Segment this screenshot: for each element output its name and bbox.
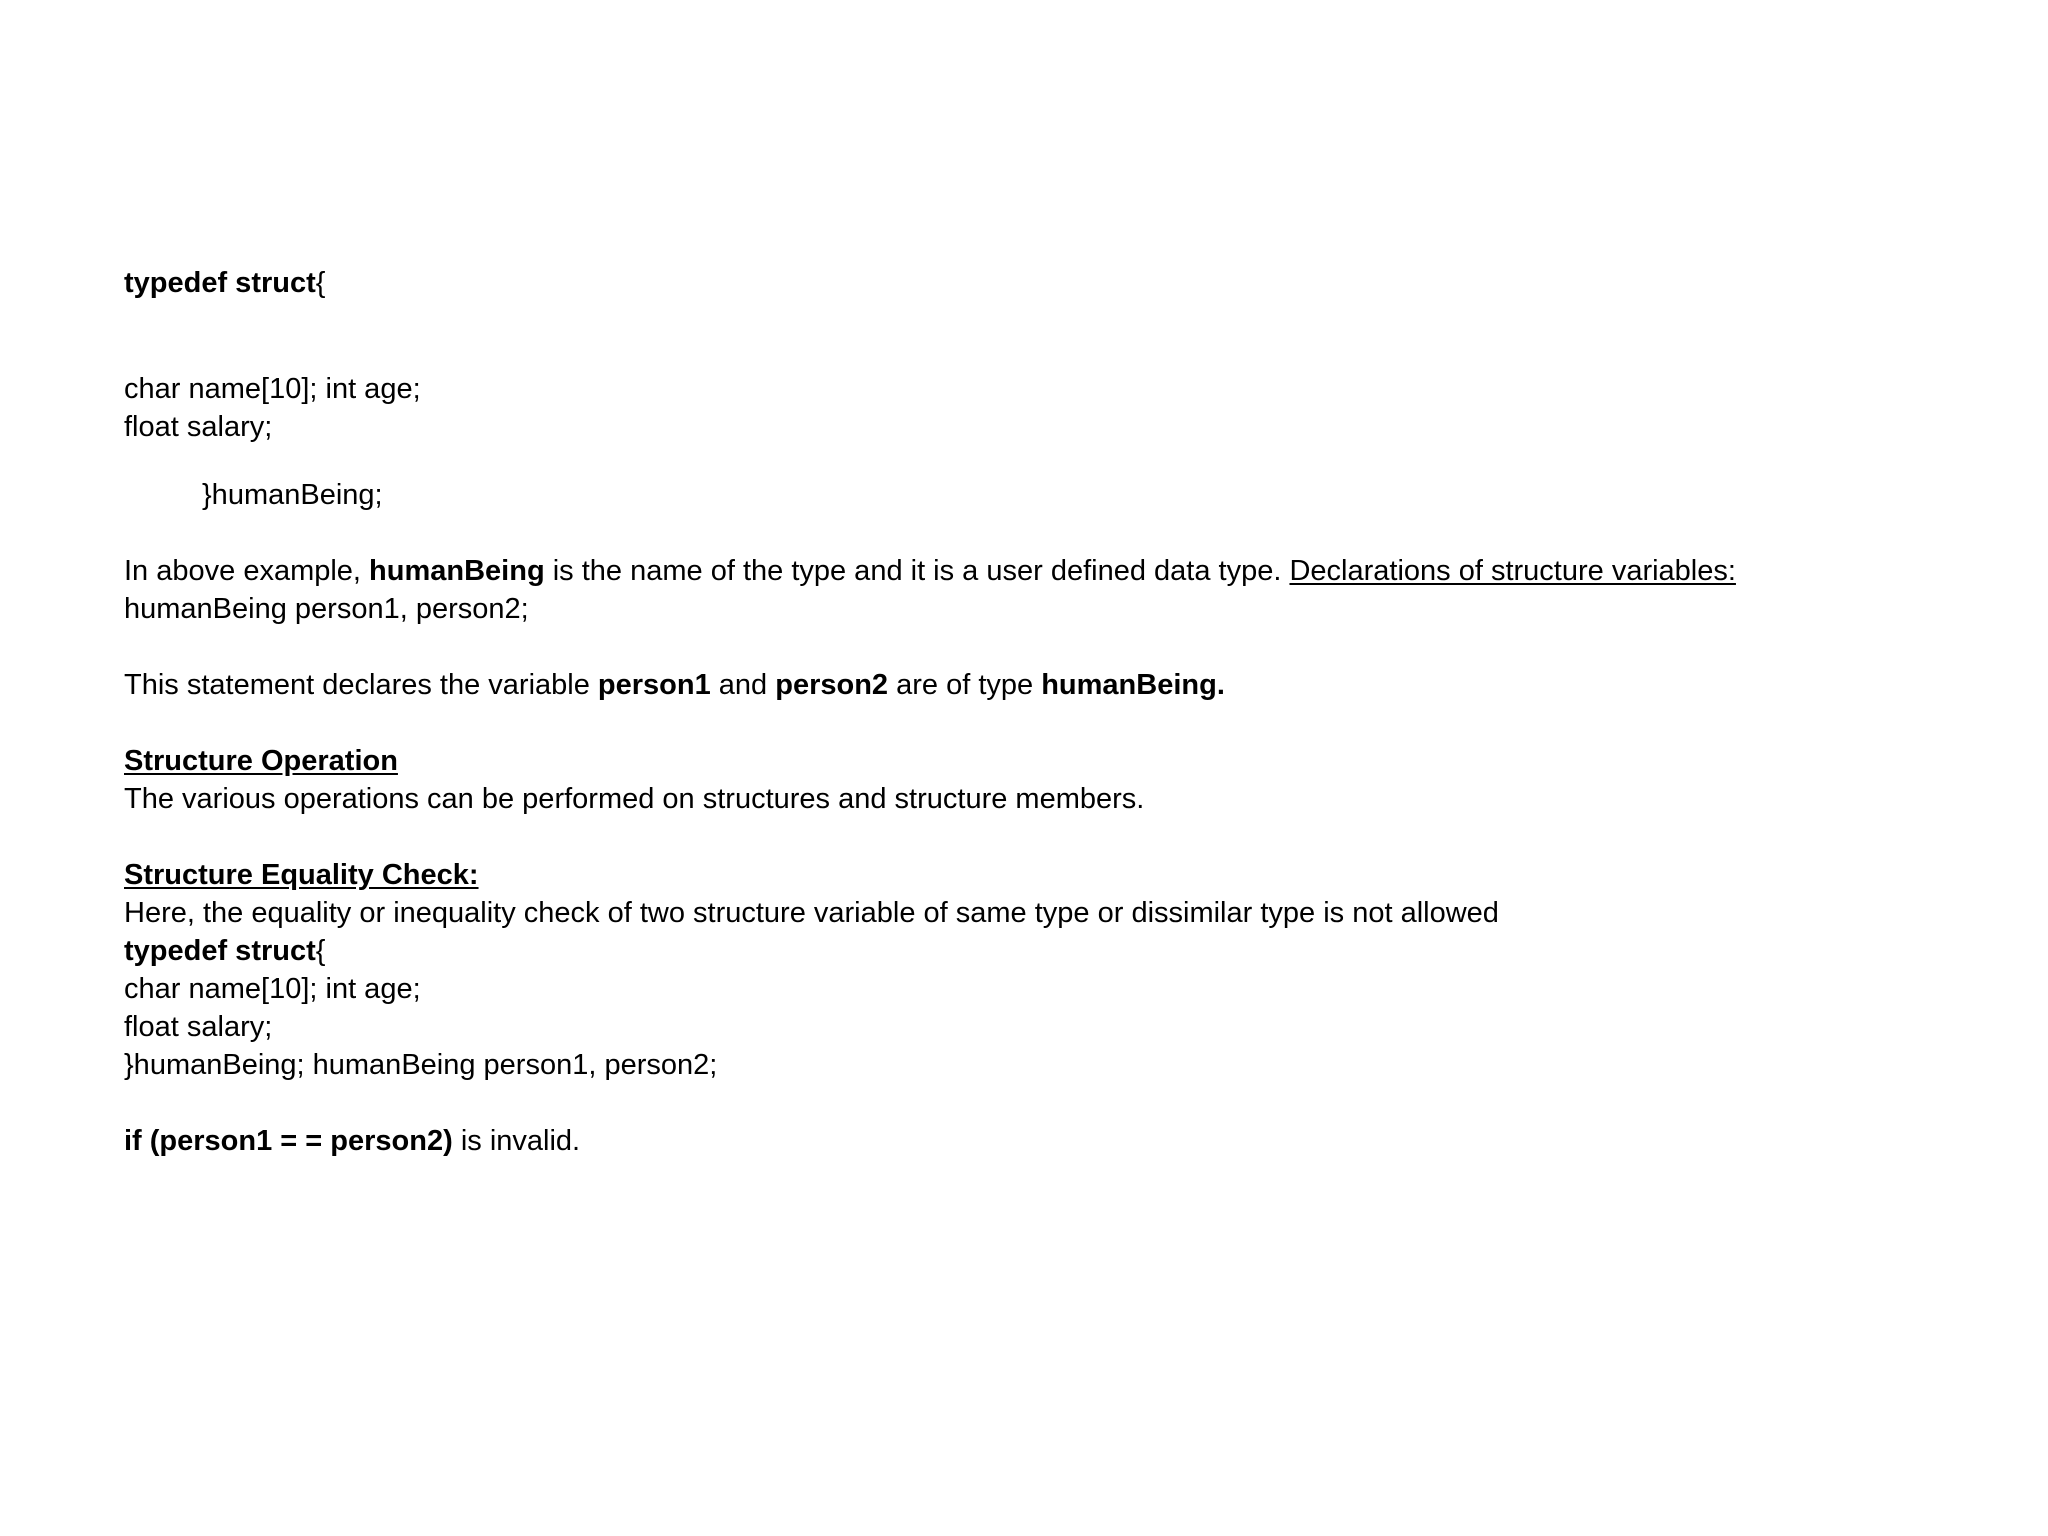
section-body-equality: Here, the equality or inequality check of two structure variable of same type or dissimilar type is not allowed [124,897,1499,929]
bold-variable-2: person2 [775,669,889,701]
struct-member-line-2: float salary; [124,411,273,443]
paragraph-declaration-explanation [124,666,1225,704]
paragraph-typedef-explanation [124,552,1736,590]
declaration-line: humanBeing person1, person2; [124,593,529,625]
invalid-comparison-line [124,1122,580,1160]
bold-type-name: humanBeing. [1041,669,1225,701]
text-segment: are of type [888,669,1042,701]
underlined-subheading: Declarations of structure variables: [1289,555,1736,587]
heading-text: Structure Operation [124,745,398,777]
text-segment: In above example, [124,555,370,587]
struct-member-line-4: float salary; [124,1011,273,1043]
typedef-keyword: typedef struct [124,935,316,967]
text-segment: and [710,669,776,701]
text-segment: is invalid. [452,1125,581,1157]
struct-close-line: }humanBeing; [202,479,383,511]
brace-open: { [315,935,326,967]
bold-variable-1: person1 [597,669,711,701]
text-segment: is the name of the type and it is a user defined data type. [544,555,1290,587]
section-body-operation: The various operations can be performed on structures and structure members. [124,783,1145,815]
struct-member-line-1: char name[10]; int age; [124,373,421,405]
typedef-keyword: typedef struct [124,267,316,299]
bold-type-name: humanBeing [369,555,545,587]
section-heading-operation [124,742,398,780]
section-heading-equality [124,856,479,894]
bold-code: if (person1 = = person2) [124,1125,453,1157]
struct-member-line-3: char name[10]; int age; [124,973,421,1005]
text-segment: This statement declares the variable [124,669,598,701]
struct-close-and-declare-line: }humanBeing; humanBeing person1, person2; [124,1049,718,1081]
typedef-line-1 [124,264,325,302]
typedef-line-2 [124,932,325,970]
heading-text: Structure Equality Check: [124,859,479,891]
brace-open: { [315,267,326,299]
